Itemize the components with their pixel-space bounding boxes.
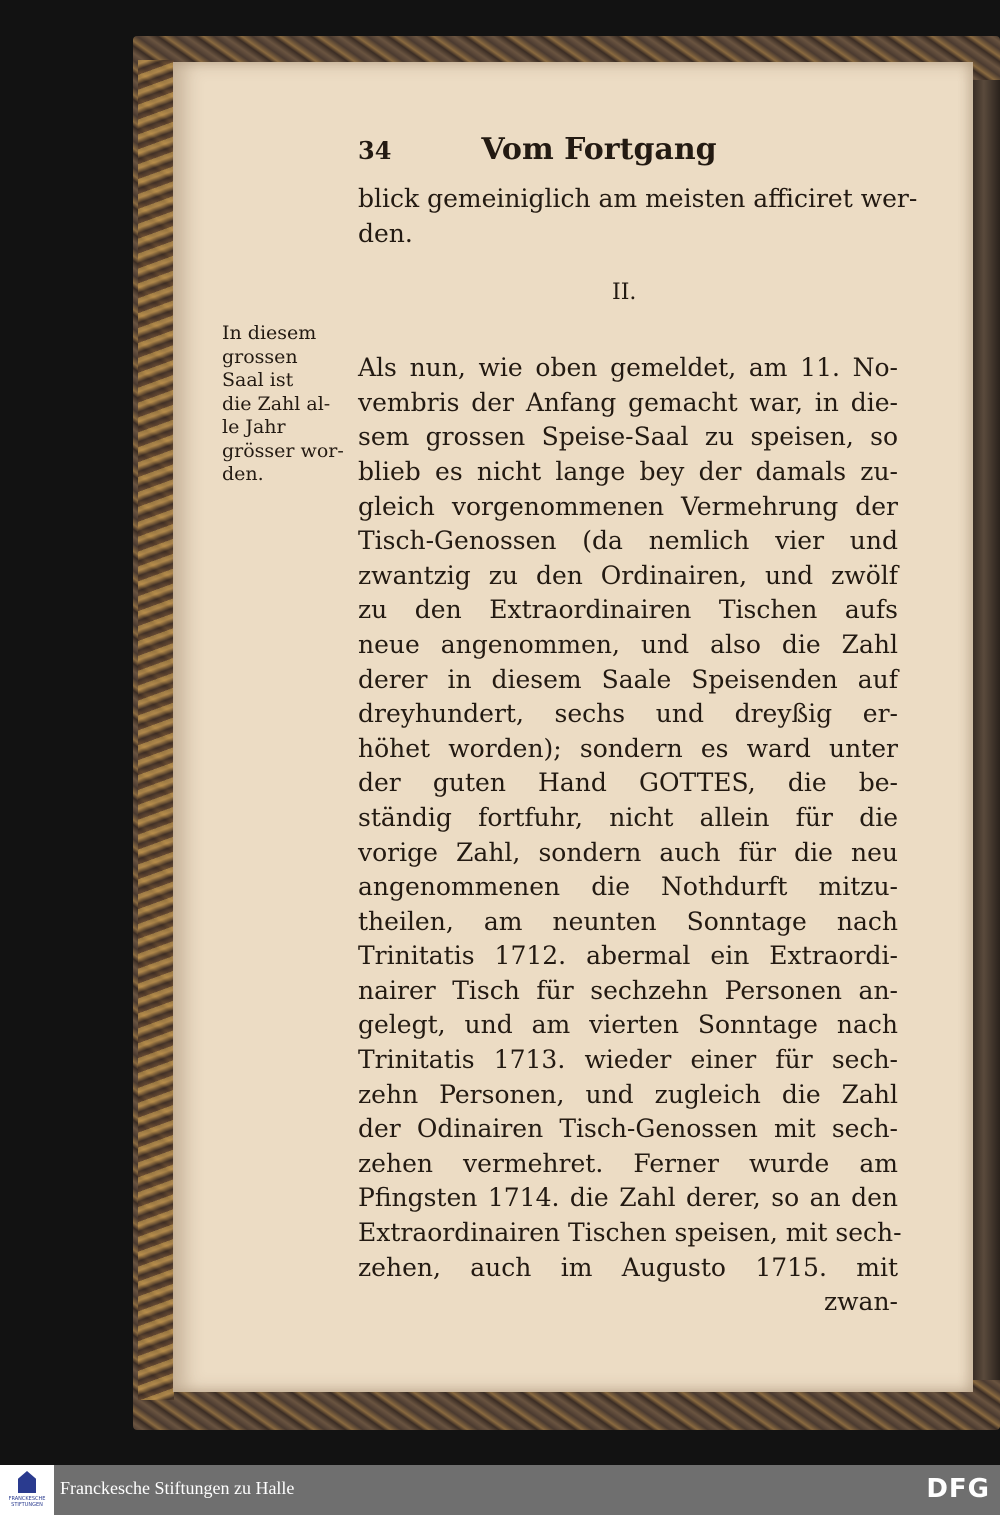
margin-note-line: grossen — [222, 345, 298, 368]
text-line: zehn Personen, und zugleich die Zahl — [358, 1079, 898, 1109]
text-line: sem grossen Speise-Saal zu speisen, so — [358, 422, 898, 452]
facing-page-edge — [973, 80, 1000, 1380]
text-line: blick gemeiniglich am meisten afficiret wer- — [358, 184, 918, 213]
text-line: zu den Extraordinairen Tischen aufs — [358, 595, 898, 625]
text-line: gelegt, und am vierten Sonntage nach — [358, 1010, 898, 1040]
text-line: nairer Tisch für sechzehn Personen an- — [358, 975, 898, 1005]
text-line: Trinitatis 1712. abermal ein Extraordi- — [358, 941, 898, 971]
building-icon — [18, 1471, 36, 1493]
text-line: höhet worden); sondern es ward unter — [358, 733, 898, 763]
logo-caption-line: FRANCKESCHE — [8, 1496, 46, 1502]
text-line: dreyhundert, sechs und dreyßig er- — [358, 699, 898, 729]
footer-bar — [0, 1465, 1000, 1515]
text-line: gleich vorgenommenen Vermehrung der — [358, 491, 898, 521]
text-line: zwantzig zu den Ordinairen, und zwölf — [358, 560, 898, 590]
margin-note-line: Saal ist — [222, 369, 294, 391]
text-line: vorige Zahl, sondern auch für die neu — [358, 837, 898, 867]
text-line: Extraordinairen Tischen speisen, mit sech- — [358, 1218, 902, 1248]
margin-note-line: grösser wor- — [222, 439, 344, 462]
text-line: den. — [358, 218, 413, 248]
text-line: zehen vermehret. Ferner wurde am — [358, 1148, 898, 1178]
text-line: Pfingsten 1714. die Zahl derer, so an den — [358, 1183, 898, 1213]
institution-name[interactable]: Franckesche Stiftungen zu Halle — [60, 1478, 295, 1498]
dfg-logo[interactable]: DFG — [926, 1474, 990, 1504]
section-number: II. — [612, 280, 637, 305]
catchword: zwan- — [823, 1287, 898, 1317]
running-title: Vom Fortgang — [481, 132, 717, 167]
marbled-spine — [138, 60, 174, 1400]
margin-note-line: die Zahl al- — [222, 392, 331, 415]
text-line: derer in diesem Saale Speisenden auf — [358, 664, 898, 694]
body-text — [358, 182, 918, 1320]
text-line: blieb es nicht lange bey der damals zu- — [358, 456, 898, 486]
text-line: angenommenen die Nothdurft mitzu- — [358, 872, 898, 902]
text-line: theilen, am neunten Sonntage nach — [358, 906, 898, 936]
text-line: Trinitatis 1713. wieder einer für sech- — [358, 1045, 898, 1075]
margin-note-line: le Jahr — [222, 416, 286, 438]
logo-caption-line: STIFTUNGEN — [11, 1502, 43, 1508]
margin-note-line: den. — [222, 463, 264, 485]
text-line: Tisch-Genossen (da nemlich vier und — [358, 526, 898, 556]
text-line: neue angenommen, und also die Zahl — [358, 629, 898, 659]
text-line: vembris der Anfang gemacht war, in die- — [358, 387, 898, 417]
page-number: 34 — [358, 136, 392, 165]
text-line: der Odinairen Tisch-Genossen mit sech- — [358, 1114, 898, 1144]
text-line: zehen, auch im Augusto 1715. mit — [358, 1252, 898, 1282]
logo-caption — [2, 1496, 52, 1508]
text-line: der guten Hand GOTTES, die be- — [358, 768, 898, 798]
running-head — [358, 132, 717, 167]
text-line: Als nun, wie oben gemeldet, am 11. No- — [358, 353, 898, 383]
text-line: ständig fortfuhr, nicht allein für die — [358, 802, 898, 832]
margin-note — [222, 322, 352, 487]
institution-logo[interactable] — [0, 1465, 54, 1515]
margin-note-line: In diesem — [222, 322, 317, 344]
